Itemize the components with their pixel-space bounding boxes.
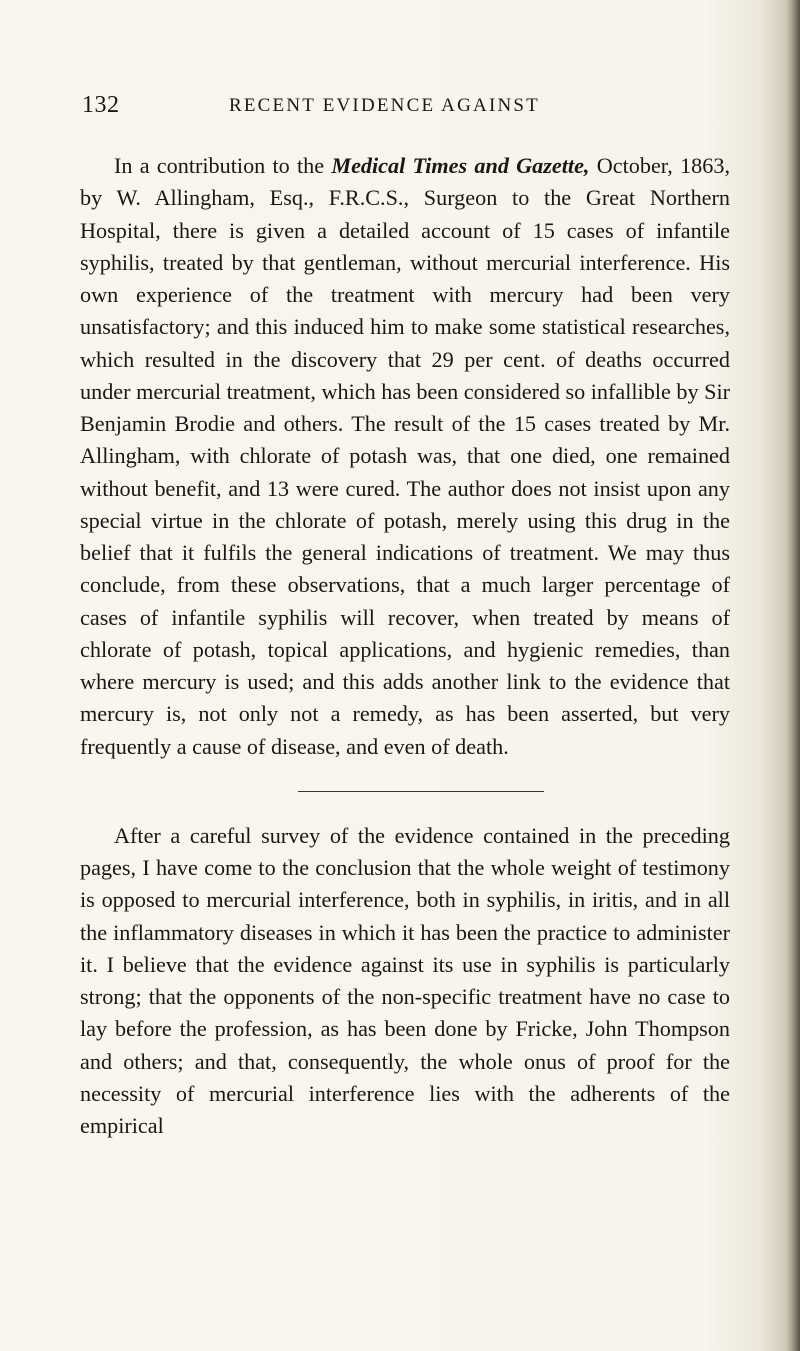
paragraph-1 — [80, 150, 730, 763]
paragraph-2: After a careful survey of the evidence contained in the preceding pages, I have come to the conclusion that the whole weight of testimony is opposed to mercurial interference, both in syphilis, in iritis, and in all the inflammatory diseases in which it has been the practice to administer it. I believe that the evidence against its use in syphilis is particularly strong; that the opponents of the non-specific treatment have no case to lay before the profession, as has been done by Fricke, John Thompson and others; and that, consequently, the whole onus of proof for the necessity of mercurial interference lies with the adherents of the empirical — [80, 822, 730, 1138]
paragraph-1-text: October, 1863, by W. Allingham, Esq., F.R.C.S., Surgeon to the Great Northern Hospital, there is given a detailed account of 15 cases of infantile syphilis, treated by that gentleman, without mercurial interference. His own experience of the treatment with mercury had been very unsatisfactory; and this induced him to make some statistical researches, which resulted in the discovery that 29 per cent. of deaths occurred under mercurial treatment, which has been considered so infallible by Sir Benjamin Brodie and others. The result of the 15 cases treated by Mr. Allingham, with chlorate of potash was, that one died, one remained without benefit, and 13 were cured. The author does not insist upon any special virtue in the chlorate of potash, merely using this drug in the belief that it fulfils the general indications of treatment. We may thus conclude, from these observations, that a much larger percentage of cases of infantile syphilis will recover, when treated by means of chlorate of potash, topical applications, and hygienic remedies, than where mercury is used; and this adds another link to the evidence that mercury is, not only not a remedy, as has been asserted, but very frequently a cause of disease, and even of death. — [80, 153, 731, 759]
page-edge-shadow — [786, 0, 800, 1351]
running-head — [82, 92, 732, 122]
section-divider — [298, 791, 544, 792]
journal-title: Medical Times and Gazette, — [331, 153, 590, 178]
page-number: 132 — [82, 92, 120, 118]
running-title: RECENT EVIDENCE AGAINST — [229, 95, 540, 116]
body-text — [80, 150, 730, 1142]
paragraph-1-intro: In a contribution to the — [114, 153, 332, 178]
